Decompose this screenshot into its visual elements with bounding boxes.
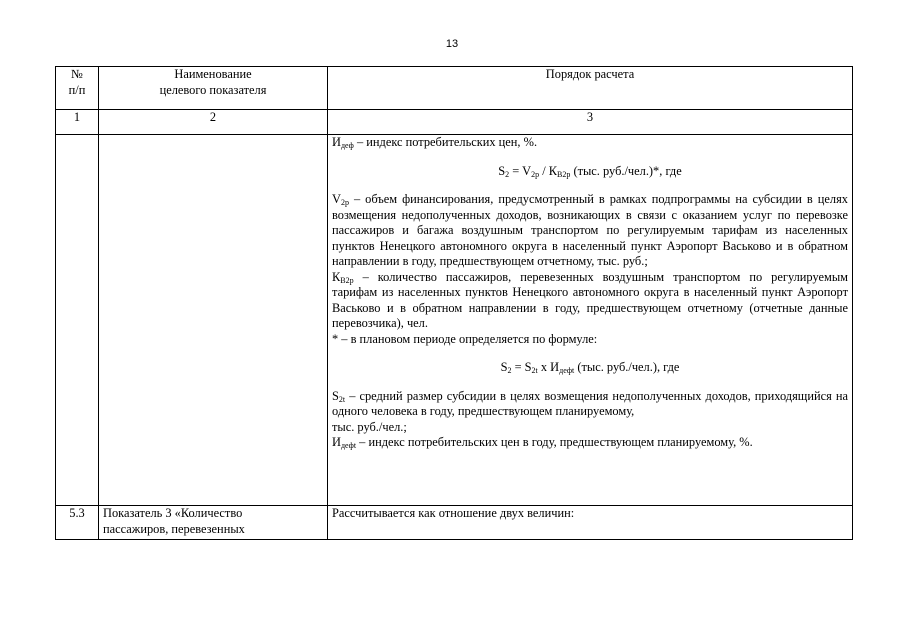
ideft-definition: $И_{дефt}$ – индекс потребительских цен в году, предшествующем планируемому, %.	[332, 435, 753, 450]
row-number: 5.3	[56, 506, 99, 540]
indicator-table	[55, 66, 853, 540]
calculation-cell	[328, 135, 853, 506]
indicator-name-line2: пассажиров, перевезенных	[103, 521, 245, 536]
column-number-3: 3	[328, 110, 853, 135]
header-indicator-name	[99, 67, 328, 110]
indicator-name-line1: Показатель 3 «Количество	[103, 506, 243, 520]
header-number	[56, 67, 99, 110]
v2r-definition: $V_{2р}$ – объем финансирования, предусмотренный в рамках подпрограммы на субсидии в целях возмещения недополученных доходов, возникающих в связи с оказанием услуг по перевозке пассажиров и багажа воздушным транспортом по регулируемым тарифам из населенных пунктов Ненецкого автономного округа в населенный пункт Аэропорт Васьково и в обратном направлении в году, предшествующем отчетному, тыс. руб.;	[332, 192, 848, 268]
idef-definition: $И_{деф}$ – индекс потребительских цен, %.	[332, 135, 538, 150]
header-number-line1: №	[71, 67, 83, 81]
table-header-row	[56, 67, 853, 110]
column-number-1: 1	[56, 110, 99, 135]
s2t-unit: тыс. руб./чел.;	[332, 419, 407, 434]
kv2r-definition: $К_{В2р}$ – количество пассажиров, перевезенных воздушным транспортом по регулируемым тарифам из населенных пунктов Ненецкого автономного округа в населенный пункт Аэропорт Васьково и в обратном направлении в году, предшествующем отчетному (отчетные данные перевозчика), чел.	[332, 269, 848, 330]
indicator-calculation: Рассчитывается как отношение двух величин:	[328, 506, 853, 540]
header-number-line2: п/п	[68, 82, 86, 97]
table-row	[56, 135, 853, 506]
indicator-name	[99, 506, 328, 540]
empty-name-cell	[99, 135, 328, 506]
column-numbers-row	[56, 110, 853, 135]
formula-s2: $S_2 = V_{2р} / К_{В2р}$ (тыс. руб./чел.)*, где	[498, 163, 682, 179]
header-calculation: Порядок расчета	[328, 67, 853, 110]
page-number: 13	[445, 38, 459, 50]
formula-s2-planned: $S_2 = S_{2t}$ х $И_{дефt}$ (тыс. руб./чел.), где	[500, 360, 680, 375]
s2t-definition: $S_{2t}$ – средний размер субсидии в целях возмещения недополученных доходов, приходящийся на одного человека в году, предшествующем планируемому,	[332, 388, 848, 418]
column-number-2: 2	[99, 110, 328, 135]
header-name-line1: Наименование	[174, 67, 252, 81]
table-row-5-3	[56, 506, 853, 540]
header-name-line2: целевого показателя	[159, 82, 267, 97]
planned-period-note: * – в плановом периоде определяется по формуле:	[332, 331, 598, 346]
empty-number-cell	[56, 135, 99, 506]
